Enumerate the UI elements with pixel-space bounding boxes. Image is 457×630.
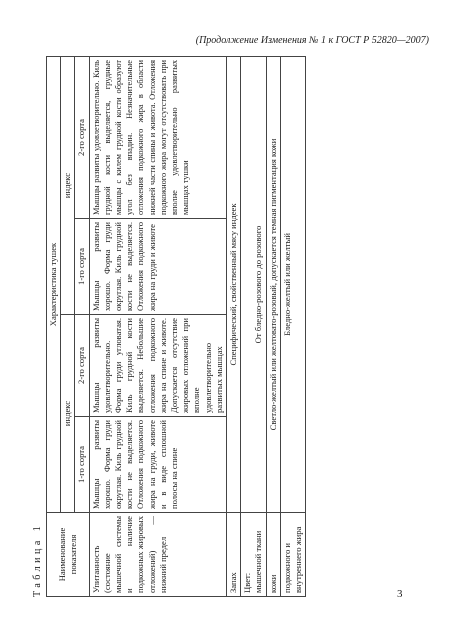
header-grade-1: 1-го сорта xyxy=(75,417,89,513)
cell-color-skin: Светло-желтый или желтовато-розовый, допускается темная пигментация кожи xyxy=(266,56,280,512)
row-name-color: Цвет: xyxy=(242,572,253,593)
cell-fatness-grade1b: Мышцы развиты хорошо. Форма груди округлая. Киль грудной кости не выделяется. Отложения подкожного жира на груди и животе xyxy=(89,219,226,315)
characteristics-table xyxy=(46,56,306,597)
rotated-table-block xyxy=(32,57,427,597)
row-name-fat: подкожного и внутреннего жира xyxy=(280,513,305,597)
header-grade-2: 2-го сорта xyxy=(75,315,89,417)
cell-smell: Специфический, свойственный мясу индеек xyxy=(227,56,241,512)
header-name-column: Наименование показателя xyxy=(47,513,90,597)
table-row xyxy=(89,56,226,596)
cell-color-muscle: От бледно-розового до розового xyxy=(241,56,266,512)
header-grade-2b: 2-го сорта xyxy=(75,56,89,218)
table-title: Таблица 1 xyxy=(32,522,43,597)
header-subgroup-right: индекс xyxy=(61,56,75,314)
cell-fatness-grade2: Мышцы развиты удовлетворительно. Форма груди угловатая. Киль грудной кости выделяется. Небольшие отложения подкожного жира на спине и животе. Допускается отсутствие жировых отложений при вполне удовлетворительно развитых мышцах xyxy=(89,315,226,417)
row-name-color-muscle xyxy=(241,513,266,597)
row-name-skin: кожи xyxy=(266,513,280,597)
table-header-row-1 xyxy=(47,56,61,596)
row-name-smell: Запах xyxy=(227,513,241,597)
header-group: Характеристика тушек xyxy=(47,56,61,512)
cell-fatness-grade1: Мышцы развиты хорошо. Форма груди округлая. Киль грудной кости не выделяется. Отложения подкожного жира на груди, животе и в виде сплошной полосы на спине xyxy=(89,417,226,513)
row-name-fatness: Упитанность (состояние мышечной системы и наличие подкожных жировых отложений) — нижний предел xyxy=(89,513,226,597)
table-row xyxy=(266,56,280,596)
cell-color-fat: Бледно-желтый или желтый xyxy=(280,56,305,512)
header-subgroup-left: индекс xyxy=(61,315,75,513)
cell-fatness-grade2b: Мышцы развиты удовлетворительно. Киль грудной кости выделяется, грудные мышцы с килем грудной кости образуют угол без впадин. Незначительные отложения подкожного жира в области нижней части спины и живота. Отложения подкожного жира могут отсутствовать при вполне удовлетворительно развитых мышцах тушки xyxy=(89,56,226,218)
table-row xyxy=(280,56,305,596)
document-header: (Продолжение Изменения № 1 к ГОСТ Р 52820—2007) xyxy=(195,35,429,46)
header-grade-1b: 1-го сорта xyxy=(75,219,89,315)
row-name-muscle: мышечной ткани xyxy=(253,530,264,593)
table-row xyxy=(241,56,266,596)
table-row xyxy=(227,56,241,596)
page-number: 3 xyxy=(397,588,403,600)
